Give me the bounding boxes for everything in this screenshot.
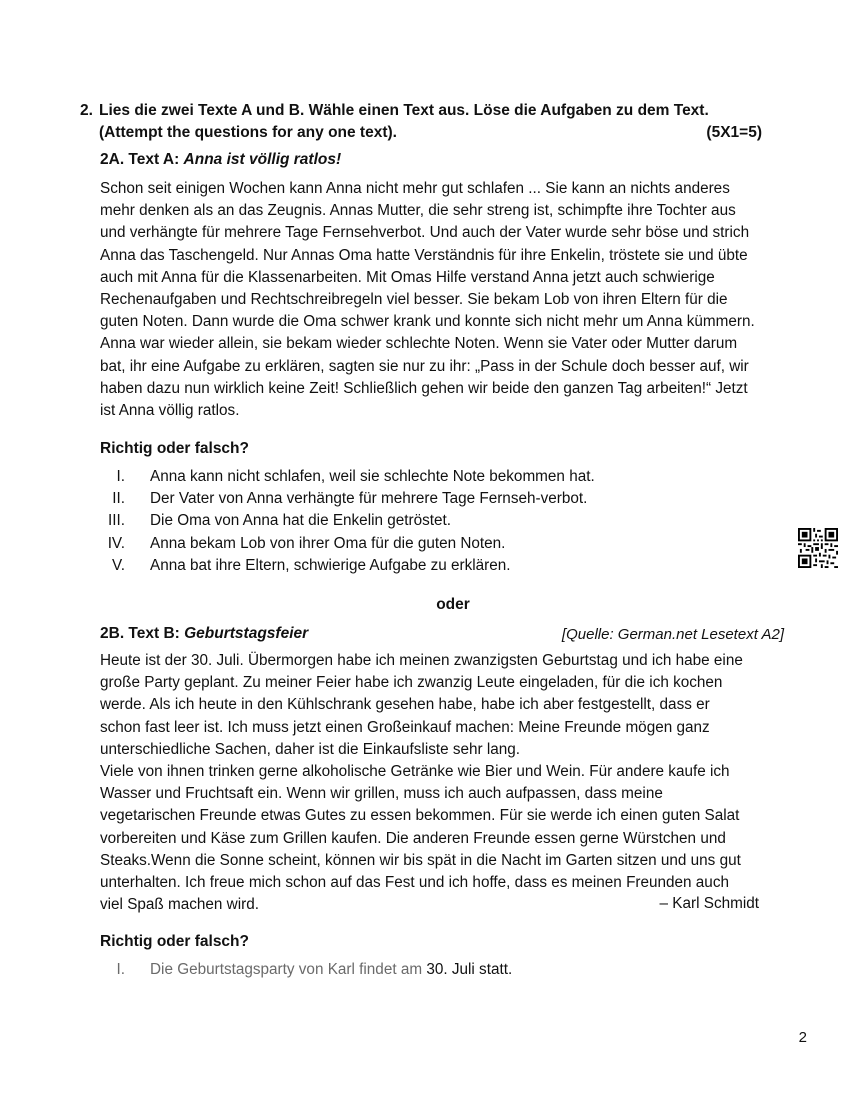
text-a-heading — [100, 151, 341, 169]
statement-number: I. — [116, 468, 125, 485]
question-marks: (5X1=5) — [706, 124, 762, 141]
statement-text — [150, 959, 512, 981]
text-b-line: viel Spaß machen wird. — [100, 896, 259, 914]
text-a-line: Anna das Taschengeld. Nur Annas Oma hatte Verständnis für ihre Enkelin, tröstete sie und übte — [100, 246, 748, 264]
text-a-label: 2A. Text A: — [100, 151, 184, 168]
text-a-line: Anna war wieder allein, sie bekam wieder schlechte Noten. Wenn sie Vater oder Mutter darum — [100, 335, 738, 353]
question-heading — [80, 100, 770, 144]
statement-item — [100, 488, 700, 510]
text-a-line: bat, ihr eine Aufgabe zu erklären, sagten sie nur zu ihr: „Pass in der Schule doch besser auf, wir — [100, 357, 749, 375]
oder-separator: oder — [436, 596, 470, 613]
text-a-line: guten Noten. Dann wurde die Oma schwer krank und konnte sich nicht mehr um Anna kümmern. — [100, 313, 755, 331]
text-b-line: vegetarischen Freunde etwas Gutes zu essen bekommen. Für sie werde ich einen guten Salat — [100, 807, 740, 825]
text-a-line: auch mit Anna für die Klassenarbeiten. Mit Omas Hilfe verstand Anna jetzt auch schwierige — [100, 268, 715, 286]
text-a-title: Anna ist völlig ratlos! — [183, 151, 342, 168]
text-b-passage — [100, 650, 807, 916]
statement-text-part: Die Geburtstagsparty von Karl findet am — [150, 961, 427, 978]
text-b-task-heading: Richtig oder falsch? — [100, 933, 249, 950]
question-instruction-english-text: (Attempt the questions for any one text). — [99, 124, 397, 141]
text-b-line: unterhalten. Ich freue mich schon auf das Fest und ich hoffe, dass es meinen Freunden auch — [100, 874, 729, 892]
text-a-line: Rechenaufgaben und Rechtschreibregeln viel besser. Sie bekam Lob von ihren Eltern für die — [100, 291, 728, 309]
statement-number: IV. — [107, 534, 125, 552]
text-b-title: Geburtstagsfeier — [184, 625, 309, 642]
statement-item — [100, 533, 700, 555]
text-a-statements — [100, 466, 700, 577]
statement-number: I. — [116, 961, 125, 978]
qr-code-icon — [798, 528, 838, 568]
statement-text: Der Vater von Anna verhängte für mehrere Tage Fernseh-verbot. — [150, 490, 588, 508]
text-b-line: Wasser und Fruchtsaft ein. Wenn wir grillen, muss ich auch aufpassen, dass meine — [100, 785, 663, 803]
statement-item — [100, 959, 700, 981]
text-b-statements — [100, 959, 700, 981]
text-b-line: schon fast leer ist. Ich muss jetzt einen Großeinkauf machen: Meine Freunde mögen ganz — [100, 718, 710, 736]
text-a-line: mehr denken als an das Zeugnis. Annas Mutter, die sehr streng ist, schimpfte ihre Tochter aus — [100, 202, 736, 220]
statement-item — [100, 466, 700, 488]
text-b-source: [Quelle: German.net Lesetext A2] — [561, 626, 784, 643]
statement-number: III. — [108, 512, 125, 530]
statement-item — [100, 510, 700, 532]
text-a-line: und verhängte für mehrere Tage Fernsehverbot. Und auch der Vater wurde sehr böse und strich — [100, 224, 750, 242]
statement-number: V. — [111, 556, 125, 574]
statement-number: II. — [112, 490, 125, 508]
text-b-label: 2B. Text B: — [100, 625, 185, 642]
text-b-line: unterschiedliche Sachen, daher ist die Einkaufsliste sehr lang. — [100, 740, 521, 758]
text-b-line: große Party geplant. Zu meiner Feier habe ich zwanzig Leute eingeladen, für die ich kochen — [100, 674, 723, 692]
text-b-heading — [100, 625, 308, 643]
text-b-line: vorbereiten und Käse zum Grillen kaufen. Die anderen Freunde essen gerne Würstchen und — [100, 829, 726, 847]
text-a-line: haben dazu nun wirklich keine Zeit! Schließlich gehen wir beide den ganzen Tag arbeiten!“ Jetzt — [100, 379, 748, 397]
question-instruction-english — [99, 122, 770, 144]
statement-text: Anna bat ihre Eltern, schwierige Aufgabe zu erklären. — [150, 556, 511, 574]
text-b-line: werde. Als ich heute in den Kühlschrank gesehen habe, habe ich aber festgestellt, dass er — [100, 696, 710, 714]
text-b-author: – Karl Schmidt — [659, 895, 759, 912]
statement-text: Anna bekam Lob von ihrer Oma für die guten Noten. — [150, 534, 506, 552]
question-number: 2. — [80, 102, 93, 119]
text-b-line: Viele von ihnen trinken gerne alkoholische Getränke wie Bier und Wein. Für andere kaufe ich — [100, 763, 730, 781]
text-a-passage — [100, 178, 807, 422]
statement-item — [100, 555, 700, 577]
statement-text: Die Oma von Anna hat die Enkelin getröstet. — [150, 512, 452, 530]
text-a-line: ist Anna völlig ratlos. — [100, 402, 240, 420]
statement-text: Anna kann nicht schlafen, weil sie schlechte Note bekommen hat. — [150, 468, 595, 485]
text-a-task-heading: Richtig oder falsch? — [100, 440, 249, 457]
text-b-line: Heute ist der 30. Juli. Übermorgen habe ich meinen zwanzigsten Geburtstag und ich habe eine — [100, 652, 743, 669]
text-b-line: Steaks.Wenn die Sonne scheint, können wir bis spät in die Nacht im Garten sitzen und uns gut — [100, 851, 741, 869]
question-instruction: Lies die zwei Texte A und B. Wähle einen Text aus. Löse die Aufgaben zu dem Text. — [99, 102, 709, 119]
text-a-line: Schon seit einigen Wochen kann Anna nicht mehr gut schlafen ... Sie kann an nichts anderes — [100, 180, 730, 197]
statement-text-part: 30. Juli statt. — [426, 961, 513, 978]
page-number: 2 — [798, 1029, 807, 1046]
